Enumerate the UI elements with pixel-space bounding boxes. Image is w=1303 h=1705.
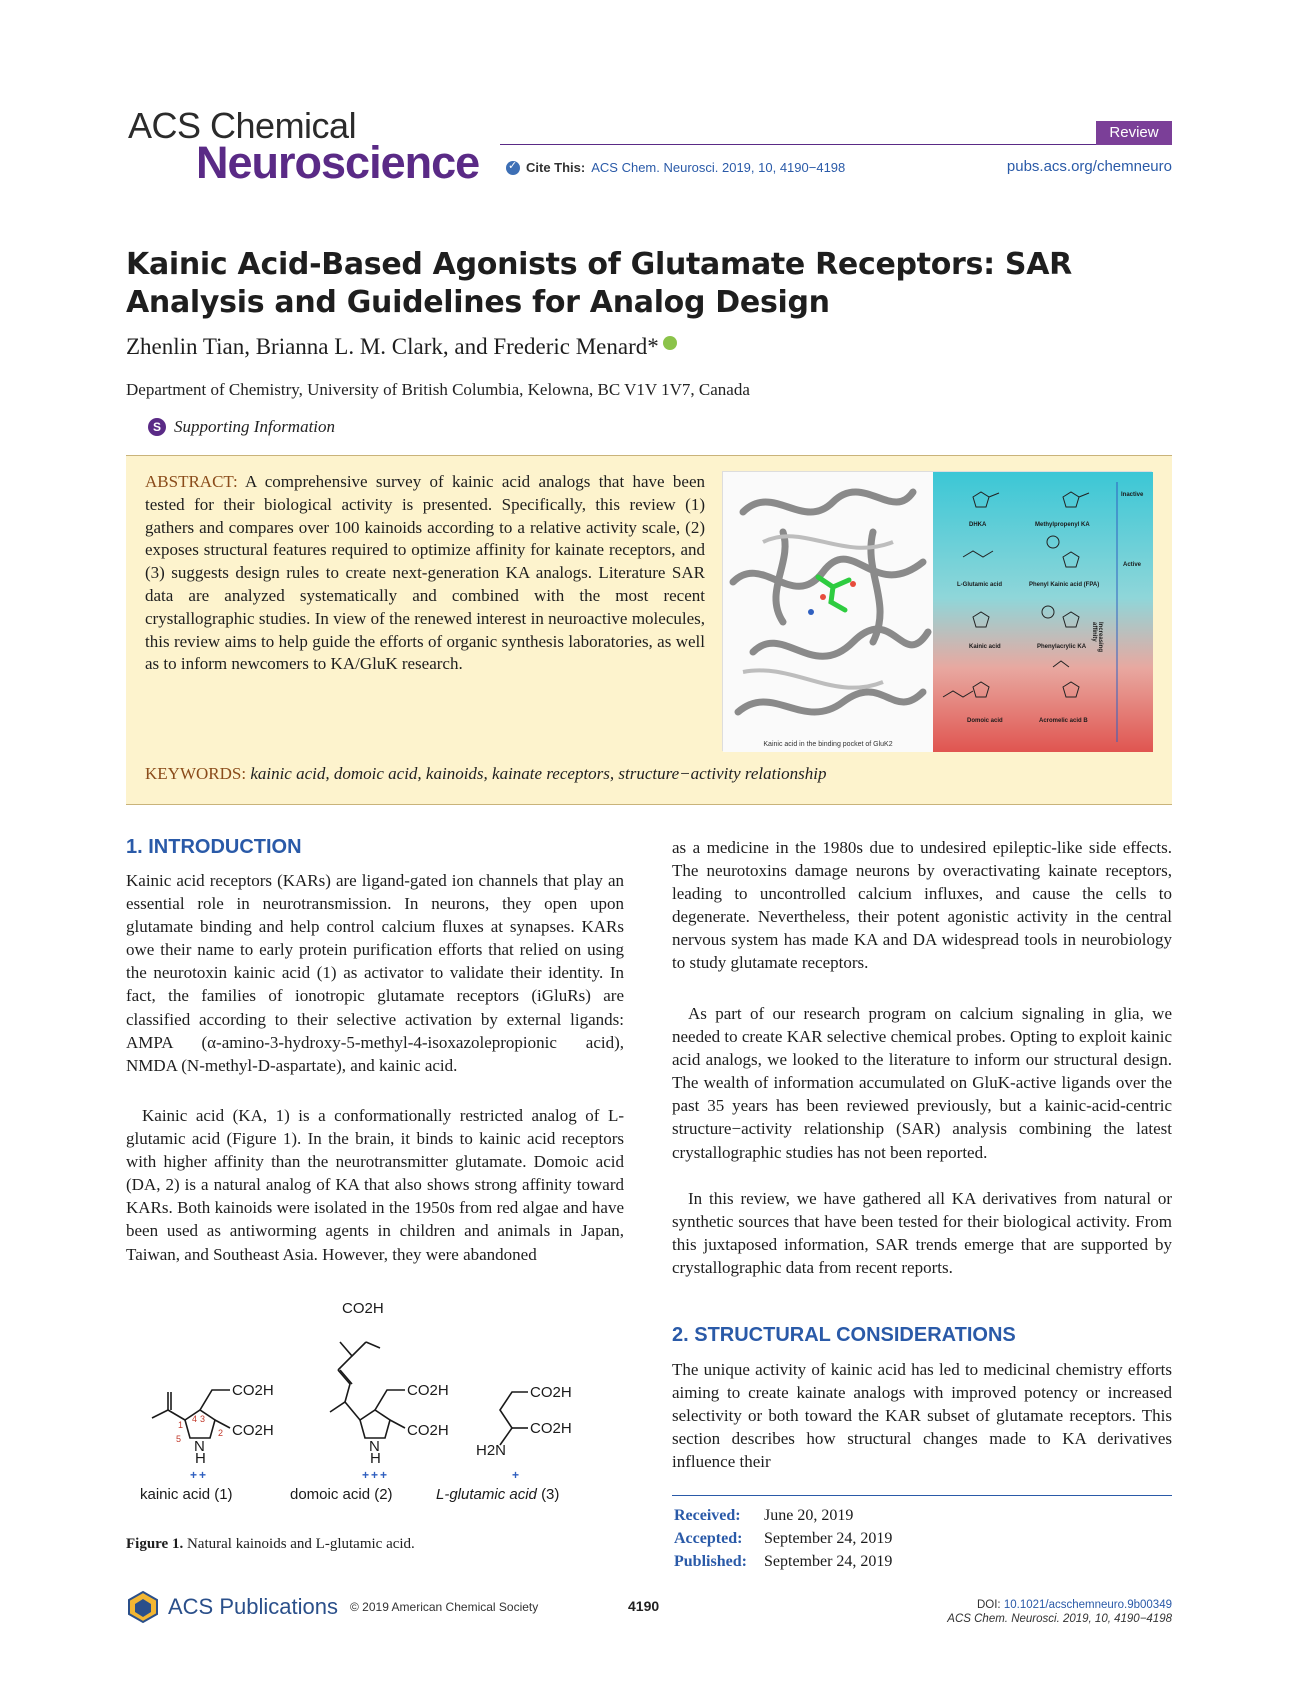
glu-name-label xyxy=(436,1486,559,1503)
intro-paragraph-3: as a medicine in the 1980s due to undesired epileptic-like side effects. The neurotoxins damage neurons by overactivating kainate receptors, leading to uncontrolled calcium influxes, and cause the cells to degenerate. Nevertheless, their potent agonistic activity in the central nervous system has made KA and DA widespread tools in neurobiology to study glutamate receptors. xyxy=(672,838,1172,973)
ka-hydrogen: H xyxy=(195,1450,206,1467)
publication-dates xyxy=(674,1504,892,1573)
authors-text: Zhenlin Tian, Brianna L. M. Clark, and Frederic Menard* xyxy=(126,334,659,359)
svg-text:1: 1 xyxy=(178,1420,184,1430)
da-co2h-upper: CO2H xyxy=(407,1382,449,1399)
doi-block xyxy=(860,1598,1172,1626)
toc-side-increasing-affinity: Increasing affinity xyxy=(1091,622,1103,653)
article-type-badge: Review xyxy=(1096,121,1172,145)
received-date: June 20, 2019 xyxy=(764,1507,854,1524)
toc-side-inactive: Inactive xyxy=(1121,492,1144,498)
da-activity: +++ xyxy=(362,1468,390,1482)
toc-side-active: Active xyxy=(1123,562,1142,568)
da-nitrogen: N xyxy=(369,1438,380,1455)
da-co2h-top: CO2H xyxy=(342,1300,384,1317)
acs-publications-text: ACS Publications xyxy=(168,1594,338,1619)
intro-paragraph-4: As part of our research program on calcium signaling in glia, we needed to create KAR selective chemical probes. Opting to exploit kainic acid analogs, we looked to the literature to inform our structural design. The wealth of information accumulated on GluK-active ligands over the past 35 years has been reviewed previously, but a kainic-acid-centric structure−activity relationship (SAR) analysis combining the latest crystallographic studies has not been reported. xyxy=(672,1004,1172,1162)
glu-activity: + xyxy=(512,1468,522,1482)
toc-label-l-glutamic-acid: L-Glutamic acid xyxy=(957,582,1003,588)
figure-1-caption-label: Figure 1. xyxy=(126,1536,184,1552)
toc-compound-panel xyxy=(933,472,1153,752)
protein-ribbon-drawing xyxy=(723,472,933,752)
keywords-label: KEYWORDS: xyxy=(145,764,247,783)
received-row xyxy=(674,1504,892,1527)
svg-text:4: 4 xyxy=(192,1414,198,1424)
glu-number: (3) xyxy=(541,1486,560,1503)
author-list xyxy=(126,334,677,360)
supporting-info-label: Supporting Information xyxy=(174,417,336,436)
journal-logo-acs-chemical: ACS Chemical xyxy=(128,105,357,146)
abstract-text xyxy=(145,471,705,676)
toc-label-acromelic-acid-b: Acromelic acid B xyxy=(1039,718,1088,724)
svg-text:2: 2 xyxy=(218,1428,224,1438)
doi-link[interactable]: 10.1021/acschemneuro.9b00349 xyxy=(1003,1599,1172,1611)
received-label: Received: xyxy=(674,1507,741,1524)
glu-co2h-lower: CO2H xyxy=(530,1420,572,1437)
figure-1-caption-text: Natural kainoids and L-glutamic acid. xyxy=(186,1536,415,1552)
supporting-info-link[interactable] xyxy=(148,417,335,437)
da-number: (2) xyxy=(374,1486,393,1503)
glu-name: L-glutamic acid xyxy=(436,1486,537,1503)
toc-structures-drawing xyxy=(933,472,1153,752)
published-row xyxy=(674,1550,892,1573)
ka-name: kainic acid xyxy=(140,1486,211,1503)
da-name-label xyxy=(290,1486,393,1503)
toc-caption: Kainic acid in the binding pocket of GluK2 xyxy=(763,741,893,748)
ka-name-label xyxy=(140,1486,233,1503)
journal-url-link[interactable]: pubs.acs.org/chemneuro xyxy=(1006,158,1172,175)
ka-co2h-lower: CO2H xyxy=(232,1422,274,1439)
keywords-list: kainic acid, domoic acid, kainoids, kainate receptors, structure−activity relationship xyxy=(250,764,827,783)
published-date: September 24, 2019 xyxy=(764,1553,893,1570)
journal-logo-neuroscience: Neuroscience xyxy=(196,137,480,188)
orcid-icon[interactable] xyxy=(663,336,677,350)
protein-structure-image xyxy=(723,472,933,752)
structural-paragraph-1: The unique activity of kainic acid has led to medicinal chemistry efforts aiming to create kainate analogs with improved potency or increased selectivity or both toward the KAR subset of glutamate receptors. This section describes how structural changes made to KA derivatives influence their xyxy=(672,1360,1172,1472)
acs-publications-logo[interactable] xyxy=(126,1590,338,1624)
section-heading-structural: 2. STRUCTURAL CONSIDERATIONS xyxy=(672,1324,1016,1346)
ka-number: (1) xyxy=(214,1486,233,1503)
article-title: Kainic Acid-Based Agonists of Glutamate Receptors: SAR Analysis and Guidelines for Analog Design xyxy=(126,247,1072,320)
ka-activity: ++ xyxy=(190,1468,209,1482)
glu-amine: H2N xyxy=(476,1442,507,1459)
doi-label: DOI: xyxy=(976,1599,1001,1611)
abstract-body: A comprehensive survey of kainic acid analogs that have been tested for their biological activity is presented. Specifically, this review (1) gathers and compares over 100 kainoids according to a relative activity scale, (2) exposes structural features required to optimize affinity for kainate receptors, and (3) suggests design rules to create next-generation KA analogs. Literature SAR data are analyzed systematically and combined with the most recent crystallographic studies. In view of the renewed interest in neuroactive molecules, this review aims to help guide the efforts of organic synthesis laboratories, as well as to inform newcomers to KA/GluK research. xyxy=(145,472,705,674)
page-number: 4190 xyxy=(628,1598,660,1614)
accepted-label: Accepted: xyxy=(674,1530,743,1547)
intro-paragraph-1: Kainic acid receptors (KARs) are ligand-gated ion channels that play an essential role in neurotransmission. In neurons, they open upon glutamate binding and help control calcium fluxes at synapses. KARs owe their name to early protein purification efforts that relied on using the neurotoxin kainic acid (1) as activator to validate their identity. In fact, the families of ionotropic glutamate receptors (iGluRs) are classified according to their selective activation by external ligands: AMPA (α-amino-3-hydroxy-5-methyl-4-isoxazolepropionic acid), NMDA (N-methyl-D-aspartate), and kainic acid. xyxy=(126,871,624,1075)
copyright: © 2019 American Chemical Society xyxy=(350,1600,539,1614)
accepted-row xyxy=(674,1527,892,1550)
cite-check-icon xyxy=(506,161,520,175)
da-hydrogen: H xyxy=(370,1450,381,1467)
keywords-line xyxy=(145,764,826,784)
da-name: domoic acid xyxy=(290,1486,371,1503)
intro-paragraph-5: In this review, we have gathered all KA derivatives from natural or synthetic sources that have been tested for their biological activity. From this juxtaposed information, SAR trends emerge that are supported by crystallographic data from recent reports. xyxy=(672,1189,1172,1278)
affiliation: Department of Chemistry, University of British Columbia, Kelowna, BC V1V 1V7, Canada xyxy=(126,380,750,399)
ka-nitrogen: N xyxy=(194,1438,205,1455)
dates-rule xyxy=(672,1495,1172,1496)
toc-label-phenylacrylic-ka: Phenylacrylic KA xyxy=(1037,644,1087,650)
svg-text:5: 5 xyxy=(176,1434,182,1444)
glu-co2h-upper: CO2H xyxy=(530,1384,572,1401)
figure-1-caption xyxy=(126,1536,415,1553)
toc-label-domoic-acid: Domoic acid xyxy=(967,718,1003,724)
published-label: Published: xyxy=(674,1553,747,1570)
abstract-label: ABSTRACT: xyxy=(145,472,238,491)
section-heading-introduction: 1. INTRODUCTION xyxy=(126,836,302,858)
accepted-date: September 24, 2019 xyxy=(764,1530,893,1547)
cite-this-line[interactable] xyxy=(506,160,845,175)
cite-reference[interactable]: ACS Chem. Neurosci. 2019, 10, 4190−4198 xyxy=(591,160,846,175)
header-rule xyxy=(500,144,1172,145)
toc-label-methylpropenyl-ka: Methylpropenyl KA xyxy=(1035,522,1090,528)
cite-label: Cite This: xyxy=(526,160,586,175)
figure-1 xyxy=(140,1300,620,1525)
acs-hexagon-icon xyxy=(126,1590,160,1624)
ka-co2h-upper: CO2H xyxy=(232,1382,274,1399)
toc-label-kainic-acid: Kainic acid xyxy=(969,644,1001,650)
intro-paragraph-2: Kainic acid (KA, 1) is a conformationally restricted analog of L-glutamic acid (Figure 1). In the brain, it binds to kainic acid receptors with higher affinity than the neurotransmitter glutamate. Domoic acid (DA, 2) is a natural analog of KA that also shows strong affinity toward KARs. Both kainoids were isolated in the 1950s from red algae and have been used as antiworming agents in children and animals in Japan, Taiwan, and Southeast Asia. However, they were abandoned xyxy=(126,1106,624,1264)
da-co2h-lower: CO2H xyxy=(407,1422,449,1439)
svg-text:3: 3 xyxy=(200,1414,206,1424)
toc-graphic xyxy=(722,471,1152,751)
toc-label-dhka: DHKA xyxy=(969,522,987,528)
toc-label-phenyl-kainic-acid: Phenyl Kainic acid (FPA) xyxy=(1029,582,1100,588)
footer-citation: ACS Chem. Neurosci. 2019, 10, 4190−4198 xyxy=(947,1613,1172,1625)
supporting-info-icon: S xyxy=(148,418,166,436)
doi-line xyxy=(860,1598,1172,1612)
